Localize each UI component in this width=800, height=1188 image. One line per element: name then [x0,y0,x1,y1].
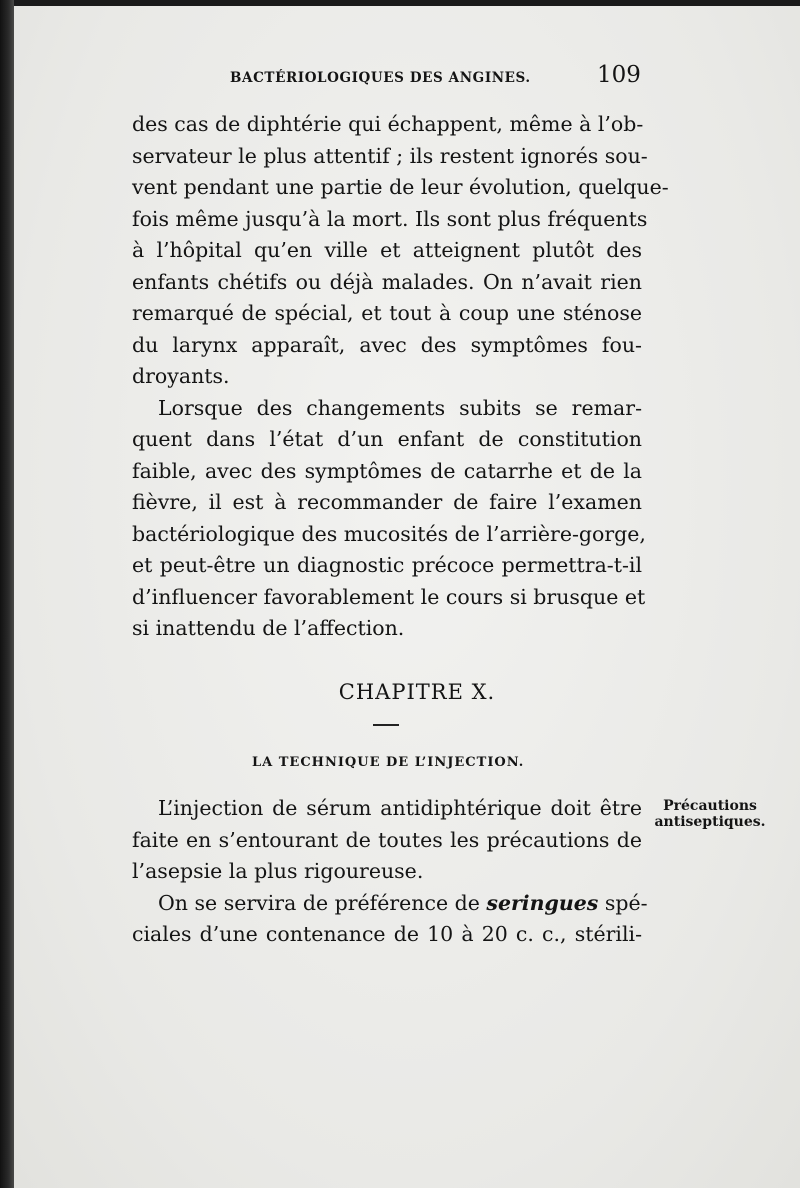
text-line: remarqué de spécial, et tout à coup une sténose [132,301,642,325]
text-line: faite en s’entourant de toutes les précautions de [132,827,642,852]
running-head: BACTÉRIOLOGIQUES DES ANGINES. [230,70,531,86]
bottom-text-block [132,793,648,951]
section-title: LA TECHNIQUE DE L’INJECTION. [252,755,525,770]
text-line: l’asepsie la plus rigoureuse. [132,859,424,883]
text-line: droyants. [132,364,230,388]
text-line: faible, avec des symptômes de catarrhe et de la [132,458,642,483]
paragraph-lorsque [132,393,646,645]
text-line: des cas de diphtérie qui échappent, même à l’ob- [132,112,644,136]
page-number: 109 [597,62,641,88]
book-page [14,6,800,1188]
paragraph-seringues [132,888,648,951]
text-line: du larynx apparaît, avec des symptômes fou- [132,332,642,357]
text-line [132,888,648,920]
text-line: si inattendu de l’affection. [132,616,405,640]
chapter-divider [373,724,399,726]
text-line: fois même jusqu’à la mort. Ils sont plus fréquents [132,206,648,231]
margin-note-line: Précautions [663,798,757,814]
top-text-block [132,109,669,645]
paragraph-injection [132,793,642,888]
paragraph-continued [132,109,669,393]
chapter-title: CHAPITRE X. [338,680,496,704]
text-line: servateur le plus attentif ; ils restent ignorés sou- [132,143,648,168]
text-line: L’injection de sérum antidiphtérique doit être [158,796,642,820]
text-line: enfants chétifs ou déjà malades. On n’avait rien [132,269,642,294]
emphasis-seringues: seringues [486,890,599,915]
text-line: à l’hôpital qu’en ville et atteignent plutôt des [132,238,642,262]
text-line: et peut-être un diagnostic précoce permettra-t-il [132,553,642,577]
text-line: fièvre, il est à recommander de faire l’examen [132,490,642,514]
text-line: ciales d’une contenance de 10 à 20 c. c., stérili- [132,922,642,946]
text-fragment: On se servira de préférence de [158,890,487,915]
text-line: bactériologique des mucosités de l’arrière-gorge, [132,521,646,546]
text-line: vent pendant une partie de leur évolution, quelque- [132,175,669,199]
margin-note [650,798,770,830]
margin-note-line: antiseptiques. [654,814,766,830]
text-line: d’influencer favorablement le cours si brusque et [132,584,646,609]
book-gutter [0,0,14,1188]
text-fragment: spé- [598,890,648,915]
text-line: quent dans l’état d’un enfant de constitution [132,427,642,451]
text-line: Lorsque des changements subits se remar- [158,395,642,420]
